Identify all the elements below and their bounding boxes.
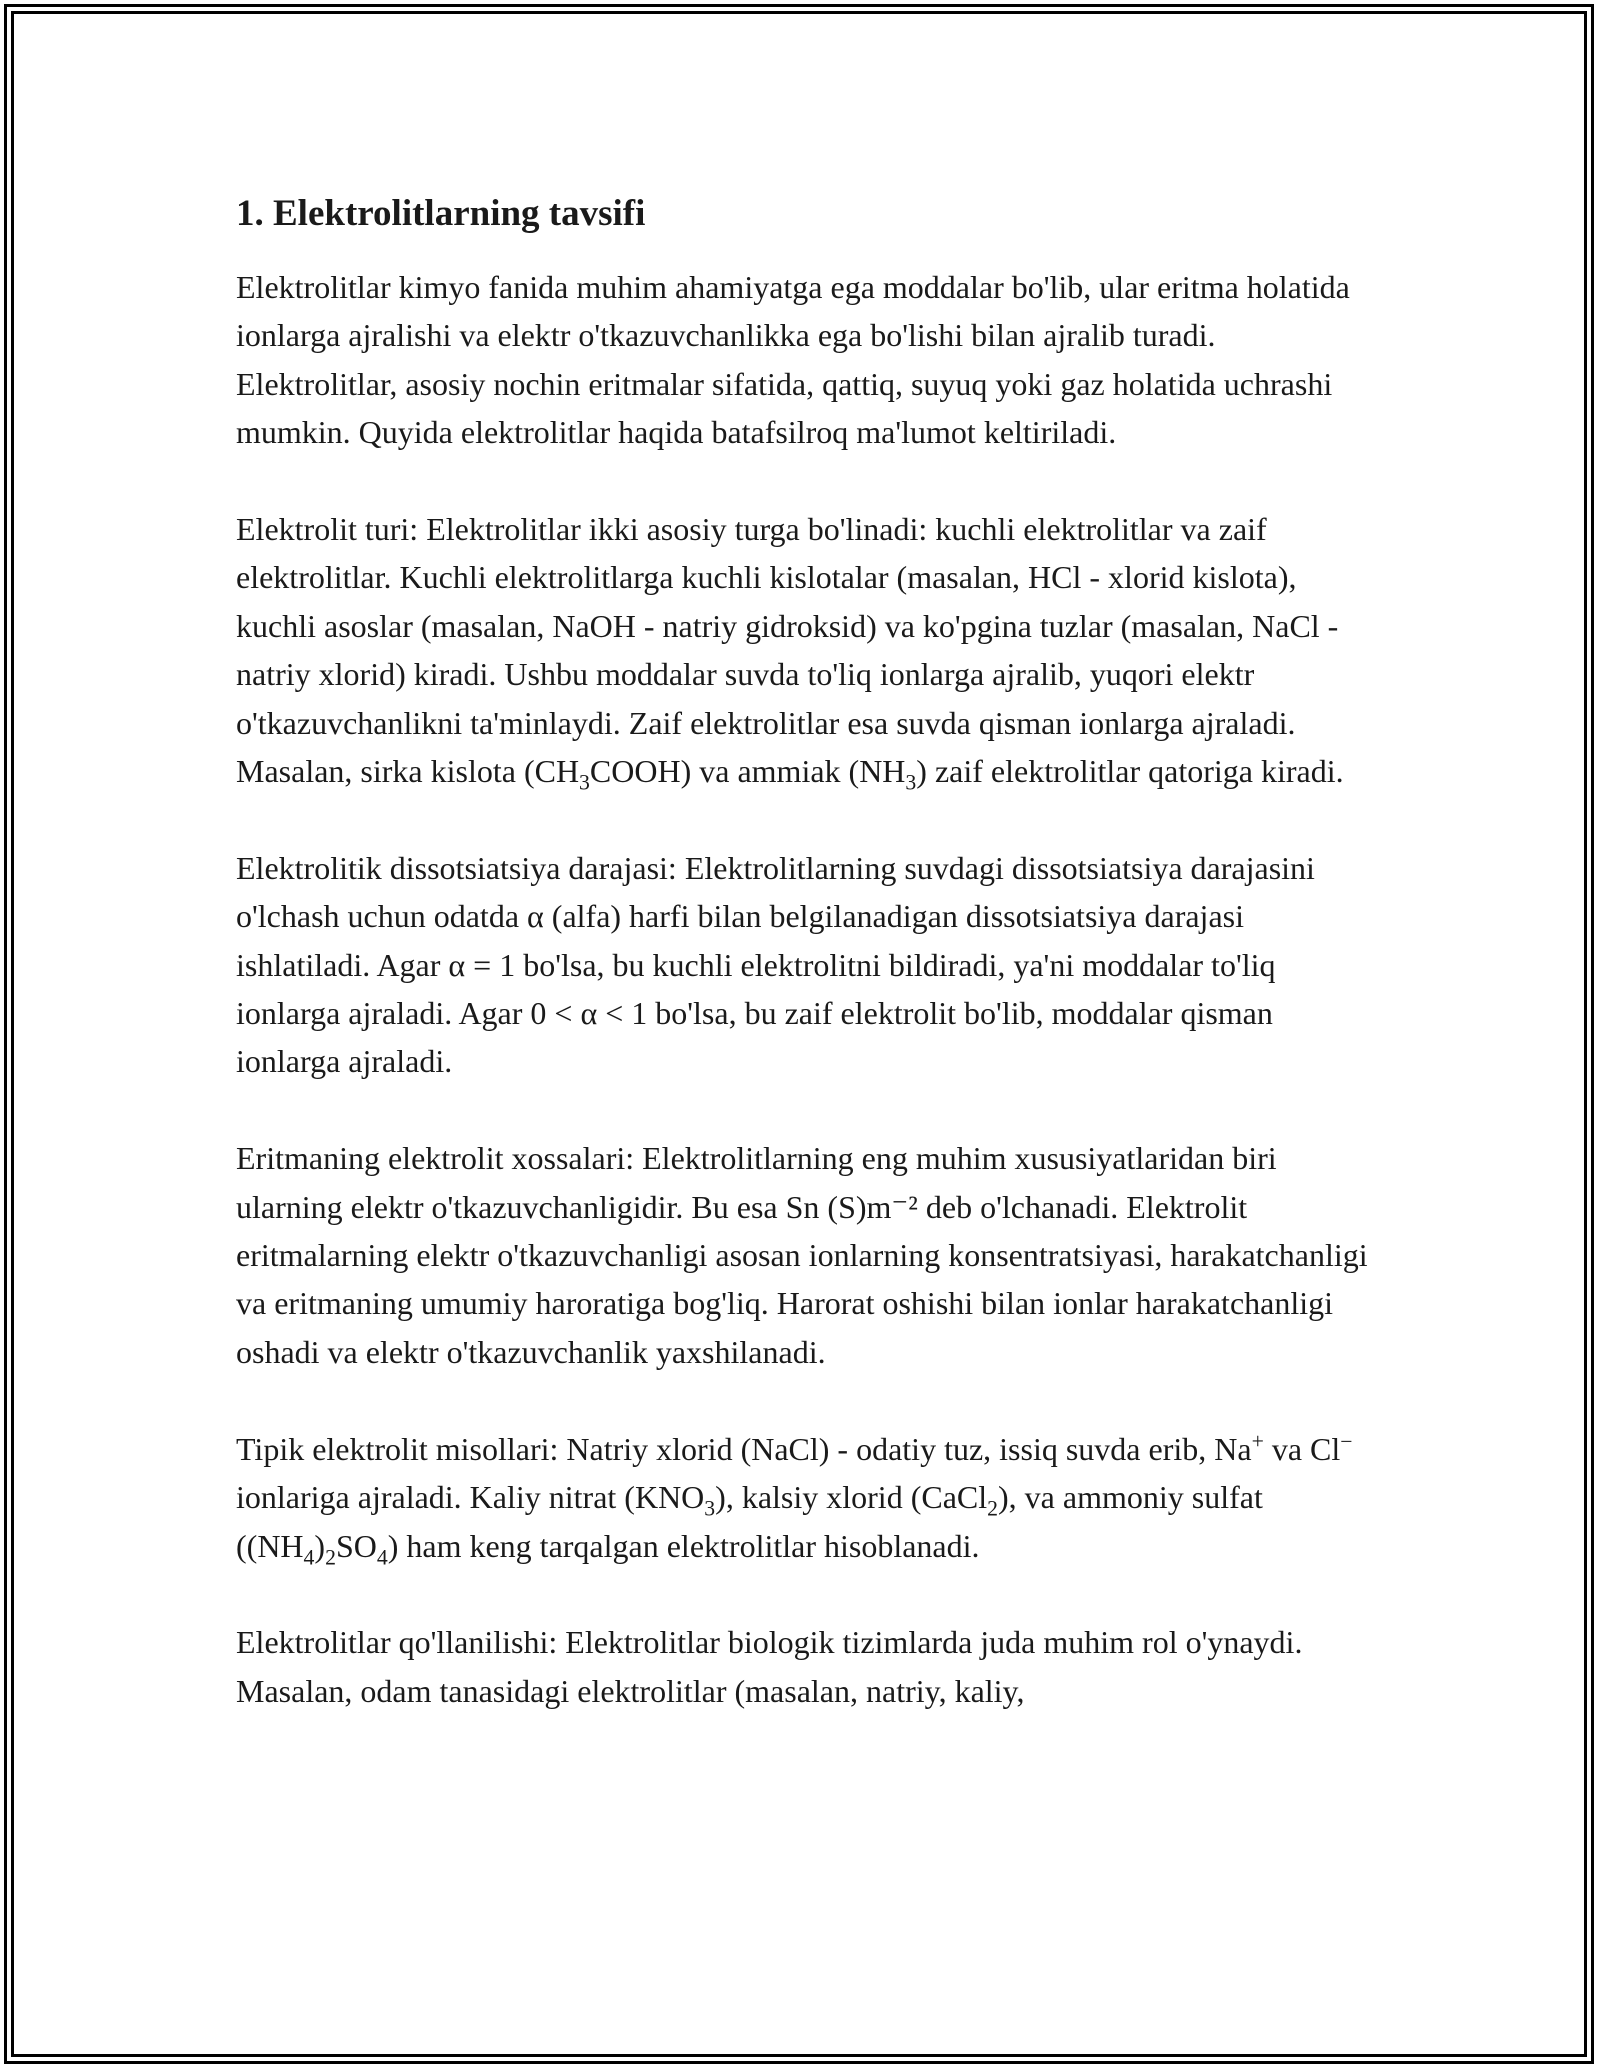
paragraph-intro: Elektrolitlar kimyo fanida muhim ahamiyatga ega moddalar bo'lib, ular eritma holatida ionlarga ajralishi va elektr o'tkazuvchanlikka ega bo'lishi bilan ajralib turadi. Elektrolitlar, asosiy nochin eritmalar sifatida, qattiq, suyuq yoki gaz holatida uchrashi mumkin. Quyida elektrolitlar haqida batafsilroq ma'lumot keltiriladi. — [236, 269, 1350, 451]
paragraph-electrolyte-types — [236, 505, 1376, 795]
text-run: Elektrolit turi: Elektrolitlar ikki asosiy turga bo'linadi: kuchli elektrolitlar va zaif elektrolitlar. Kuchli elektrolitlarga kuchli kislotalar (masalan, HCl - xlorid kislota), kuchli asoslar (masalan, NaOH - natriy gidroksid) va ko'pgina tuzlar (masalan, NaCl - natriy xlorid) kiradi. Ushbu moddalar suvda to'liq ionlarga ajralib, yuqori elektr o'tkazuvchanlikni ta'minlaydi. Zaif elektrolitlar esa suvda qisman ionlarga ajraladi. Masalan, sirka kislota (CH — [236, 511, 1339, 790]
text-run: Tipik elektrolit misollari: Natriy xlorid (NaCl) - odatiy tuz, issiq suvda erib, Na — [236, 1430, 1252, 1467]
text-run: ) ham keng tarqalgan elektrolitlar hisoblanadi. — [387, 1527, 980, 1564]
document-body — [236, 185, 1376, 1764]
text-run: ionlariga ajraladi. Kaliy nitrat (KNO — [236, 1479, 705, 1516]
subscript: 3 — [905, 770, 917, 795]
superscript: − — [1340, 1429, 1353, 1454]
subscript: 4 — [303, 1544, 315, 1569]
text-run: ), kalsiy xlorid (CaCl — [715, 1479, 988, 1516]
text-run: ) zaif elektrolitlar qatoriga kiradi. — [916, 753, 1344, 790]
paragraph-examples — [236, 1425, 1376, 1570]
subscript: 2 — [987, 1496, 998, 1521]
subscript: 2 — [325, 1544, 336, 1569]
text-run: SO — [335, 1527, 377, 1564]
subscript: 4 — [376, 1544, 388, 1569]
section-heading: 1. Elektrolitlarning tavsifi — [236, 193, 646, 234]
paragraph-solution-properties: Eritmaning elektrolit xossalari: Elektrolitlarning eng muhim xususiyatlaridan biri ularning elektr o'tkazuvchanligidir. Bu esa Sn (S)m⁻² deb o'lchanadi. Elektrolit eritmalarning elektr o'tkazuvchanligi asosan ionlarning konsentratsiyasi, harakatchanligi va eritmaning umumiy haroratiga bog'liq. Harorat oshishi bilan ionlar harakatchanligi oshadi va elektr o'tkazuvchanlik yaxshilanadi. — [236, 1140, 1368, 1370]
paragraph-dissociation-degree: Elektrolitik dissotsiatsiya darajasi: Elektrolitlarning suvdagi dissotsiatsiya darajasini o'lchash uchun odatda α (alfa) harfi bilan belgilanadigan dissotsiatsiya darajasi ishlatiladi. Agar α = 1 bo'lsa, bu kuchli elektrolitni bildiradi, ya'ni moddalar to'liq ionlarga ajraladi. Agar 0 < α < 1 bo'lsa, bu zaif elektrolit bo'lib, moddalar qisman ionlarga ajraladi. — [236, 849, 1315, 1080]
paragraph-applications: Elektrolitlar qo'llanilishi: Elektrolitlar biologik tizimlarda juda muhim rol o'ynaydi. Masalan, odam tanasidagi elektrolitlar (masalan, natriy, kaliy, — [236, 1624, 1303, 1709]
superscript: + — [1251, 1429, 1264, 1454]
text-run: COOH) va ammiak (NH — [589, 753, 906, 790]
text-run: ) — [314, 1527, 326, 1564]
subscript: 3 — [704, 1496, 716, 1521]
subscript: 3 — [579, 770, 590, 795]
text-run: va Cl — [1263, 1430, 1341, 1467]
text-run: ), va ammoniy sulfat ((NH — [236, 1479, 1263, 1564]
